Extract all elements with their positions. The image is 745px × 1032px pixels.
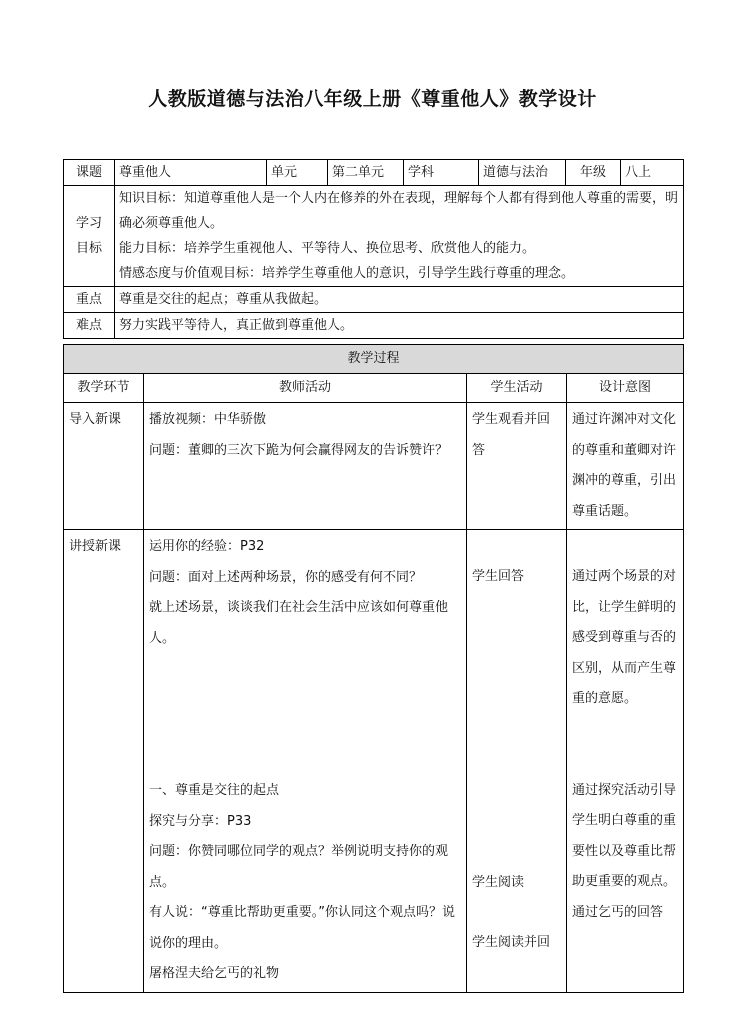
row1-stage: 导入新课 — [64, 403, 144, 530]
difficult-value: 努力实践平等待人，真正做到尊重他人。 — [115, 313, 684, 339]
row2-stage: 讲授新课 — [64, 530, 144, 993]
grade-value: 八上 — [621, 160, 684, 186]
col-teacher: 教师活动 — [144, 374, 467, 403]
process-heading: 教学过程 — [64, 345, 684, 374]
process-table — [63, 344, 684, 993]
goal-knowledge: 知识目标：知道尊重他人是一个人内在修养的外在表现，理解每个人都有得到他人尊重的需要，明确必须尊重他人。 — [119, 191, 679, 231]
unit-label: 单元 — [267, 160, 328, 186]
subject-value: 道德与法治 — [479, 160, 566, 186]
unit-value: 第二单元 — [328, 160, 404, 186]
col-student: 学生活动 — [467, 374, 567, 403]
info-table — [63, 159, 684, 339]
col-intent: 设计意图 — [567, 374, 684, 403]
grade-label: 年级 — [566, 160, 621, 186]
topic-label: 课题 — [64, 160, 115, 186]
topic-value: 尊重他人 — [115, 160, 267, 186]
goals-label: 学习 目标 — [64, 186, 115, 287]
subject-label: 学科 — [404, 160, 479, 186]
goals-content — [115, 186, 684, 287]
col-stage: 教学环节 — [64, 374, 144, 403]
row1-intent: 通过许渊冲对文化的尊重和董卿对许渊冲的尊重，引出尊重话题。 — [567, 403, 684, 530]
document-title: 人教版道德与法治八年级上册《尊重他人》教学设计 — [148, 88, 597, 110]
goal-emotion: 情感态度与价值观目标：培养学生尊重他人的意识，引导学生践行尊重的理念。 — [119, 266, 575, 281]
key-label: 重点 — [64, 287, 115, 313]
difficult-label: 难点 — [64, 313, 115, 339]
row1-teacher: 播放视频：中华骄傲 问题：董卿的三次下跪为何会赢得网友的告诉赞许？ — [144, 403, 467, 530]
row2-intent: 通过两个场景的对比，让学生鲜明的感受到尊重与否的区别，从而产生尊重的意愿。 通过探究活动引导学生明白尊重的重要性以及尊重比帮助更重要的观点。 通过乞丐的回答 — [567, 530, 684, 993]
goal-ability: 能力目标：培养学生重视他人、平等待人、换位思考、欣赏他人的能力。 — [119, 241, 536, 256]
row1-student: 学生观看并回答 — [467, 403, 567, 530]
row2-student: 学生回答 学生阅读 学生阅读并回 — [467, 530, 567, 993]
key-value: 尊重是交往的起点；尊重从我做起。 — [115, 287, 684, 313]
row2-teacher: 运用你的经验：P32 问题：面对上述两种场景，你的感受有何不同？ 就上述场景，谈谈我们在社会生活中应该如何尊重他人。 一、尊重是交往的起点 探究与分享：P33 问题：你赞同哪位同学的观点？举例说明支持你的观点。 有人说：“尊重比帮助更重要。”你认同这个观点吗？说说你的理由。 屠格涅夫给乞丐的礼物 — [144, 530, 467, 993]
